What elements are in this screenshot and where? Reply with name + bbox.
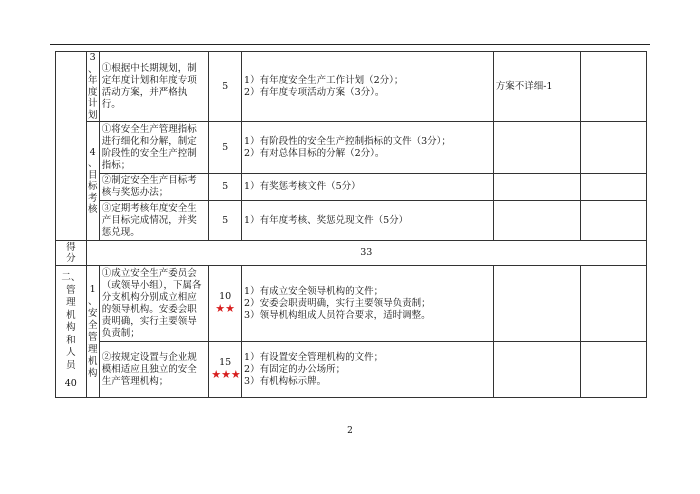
extra-cell xyxy=(581,342,647,398)
standard-cell: ②制定安全生产目标考核与奖惩办法； xyxy=(99,174,208,201)
total-row xyxy=(56,241,647,266)
extra-cell xyxy=(581,174,647,201)
standard-cell: ①根据中长期规划，制定年度计划和年度专项活动方案，并严格执行。 xyxy=(99,52,208,122)
total-value: 33 xyxy=(86,241,646,266)
subcategory-cell: 1 、 安 全 管 理 机 构 xyxy=(86,266,99,398)
star-rating: ★★ xyxy=(215,302,235,315)
method-cell: 1）有年度考核、奖惩兑现文件（5分） xyxy=(242,201,494,241)
category-cell xyxy=(56,52,87,241)
extra-cell xyxy=(581,52,647,122)
table-row xyxy=(56,201,647,241)
method-cell: 1）有年度安全生产工作计划（2分）； 2）有年度专项活动方案（3分）。 xyxy=(242,52,494,122)
method-cell: 1）有设置安全管理机构的文件； 2）有固定的办公场所； 3）有机构标示牌。 xyxy=(242,342,494,398)
table-row xyxy=(56,174,647,201)
extra-cell xyxy=(581,201,647,241)
method-cell: 1）有成立安全领导机构的文件； 2）安委会职责明确，实行主要领导负责制； 3）领导机构组成人员符合要求，适时调整。 xyxy=(242,266,494,342)
method-cell: 1）有阶段性的安全生产控制指标的文件（3分）； 2）有对总体目标的分解（2分）。 xyxy=(242,122,494,174)
extra-cell xyxy=(581,266,647,342)
table-row xyxy=(56,342,647,398)
score-cell: 15 ★★★ xyxy=(209,342,242,398)
score-cell: 10 ★★ xyxy=(209,266,242,342)
result-cell xyxy=(493,342,581,398)
star-rating: ★★★ xyxy=(211,368,241,381)
result-cell xyxy=(493,174,581,201)
table-row xyxy=(56,52,647,122)
standard-cell: ①成立安全生产委员会（或领导小组），下属各分支机构分别成立相应的领导机构。安委会职责明确，实行主要领导负责制； xyxy=(99,266,208,342)
header-rule xyxy=(50,44,650,45)
subcategory-cell: 4 、 目 标 考 核 xyxy=(86,122,99,241)
method-cell: 1）有奖惩考核文件（5分） xyxy=(242,174,494,201)
result-cell xyxy=(493,266,581,342)
standard-cell: ③定期考核年度安全生产目标完成情况，并奖惩兑现。 xyxy=(99,201,208,241)
table-row xyxy=(56,122,647,174)
category-cell: 二、 管 理 机 构 和 人 员 40 xyxy=(56,266,87,398)
extra-cell xyxy=(581,122,647,174)
evaluation-table xyxy=(55,51,647,398)
subcategory-cell: 3 、 年 度 计 划 xyxy=(87,52,98,121)
standard-cell: ②按规定设置与企业规模相适应且独立的安全生产管理机构； xyxy=(99,342,208,398)
score-cell: 5 xyxy=(209,122,242,174)
score-cell: 5 xyxy=(209,174,242,201)
score-cell: 5 xyxy=(209,52,242,122)
page-number: 2 xyxy=(347,426,353,436)
score-cell: 5 xyxy=(209,201,242,241)
total-label: 得 分 xyxy=(56,241,87,266)
standard-cell: ①将安全生产管理指标进行细化和分解，制定阶段性的安全生产控制指标； xyxy=(99,122,208,174)
table-row xyxy=(56,266,647,342)
result-cell: 方案不详细-1 xyxy=(493,52,581,122)
result-cell xyxy=(493,201,581,241)
result-cell xyxy=(493,122,581,174)
